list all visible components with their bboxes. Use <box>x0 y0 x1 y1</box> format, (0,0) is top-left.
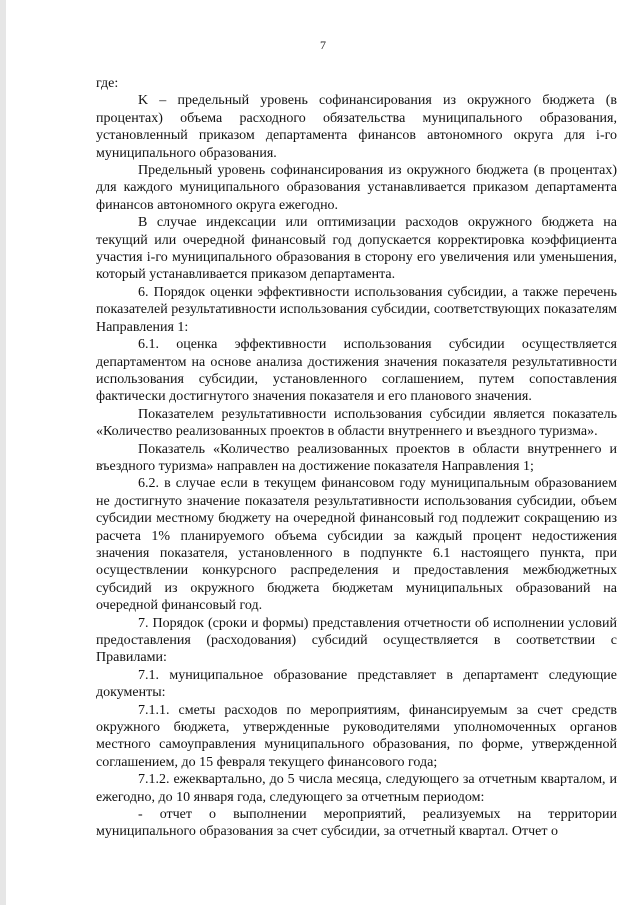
paragraph-report-item: - отчет о выполнении мероприятий, реализуемых на территории муниципального образования за счет субсидии, за отчетный квартал. Отчет о <box>96 807 617 840</box>
paragraph-k-definition: K – предельный уровень софинансирования из окружного бюджета (в процентах) объема расходного обязательства муниципального образования, установленный приказом департамента финансов автономного округа для i-го муниципального образования. <box>96 93 617 161</box>
paragraph-section-7: 7. Порядок (сроки и формы) представления отчетности об исполнении условий предоставления (расходования) субсидий осуществляется в соответствии с Правилами: <box>96 615 617 666</box>
document-page <box>6 0 640 905</box>
paragraph-indexation: В случае индексации или оптимизации расходов окружного бюджета на текущий или очередной финансовый год допускается корректировка коэффициента участия i-го муниципального образования в сторону его увеличения или уменьшения, который устанавливается приказом департамента. <box>96 215 617 283</box>
paragraph-6-1: 6.1. оценка эффективности использования субсидии осуществляется департаментом на основе анализа достижения значения показателя результативности использования субсидии, установленного соглашением, путем сопоставления фактически достигнутого значения показателя и его планового значения. <box>96 337 617 405</box>
page-number: 7 <box>320 38 326 52</box>
document-body <box>96 75 617 841</box>
paragraph-indicator-direction: Показатель «Количество реализованных проектов в области внутреннего и въездного туризма» направлен на достижение показателя Направления 1; <box>96 441 617 474</box>
paragraph-6-2: 6.2. в случае если в текущем финансовом году муниципальным образованием не достигнуто значение показателя результативности использования субсидии, объем субсидии местному бюджету на очередной финансовый год подлежит сокращению из расчета 1% планируемого объема субсидии за каждый процент недостижения значения показателя, установленного в подпункте 6.1 настоящего пункта, при осуществлении конкурсного распределения и предоставления межбюджетных субсидий из окружного бюджета бюджетам муниципальных образований на очередной финансовый год. <box>96 476 617 614</box>
paragraph-7-1-2: 7.1.2. ежеквартально, до 5 числа месяца, следующего за отчетным кварталом, и ежегодно, до 10 января года, следующего за отчетным периодом: <box>96 772 617 805</box>
paragraph-where: где: <box>96 76 119 91</box>
paragraph-section-6: 6. Порядок оценки эффективности использования субсидии, а также перечень показателей результативности использования субсидии, соответствующих показателям Направления 1: <box>96 284 617 335</box>
paragraph-7-1-1: 7.1.1. сметы расходов по мероприятиям, финансируемым за счет средств окружного бюджета, утвержденные руководителями уполномоченных органов местного самоуправления муниципального образования, по форме, утвержденной соглашением, до 15 февраля текущего финансового года; <box>96 702 617 770</box>
paragraph-limit-level: Предельный уровень софинансирования из окружного бюджета (в процентах) для каждого муниципального образования устанавливается приказом департамента финансов автономного округа ежегодно. <box>96 163 617 213</box>
paragraph-7-1: 7.1. муниципальное образование представляет в департамент следующие документы: <box>96 667 617 701</box>
paragraph-indicator: Показателем результативности использования субсидии является показатель «Количество реализованных проектов в области внутреннего и въездного туризма». <box>96 406 617 440</box>
